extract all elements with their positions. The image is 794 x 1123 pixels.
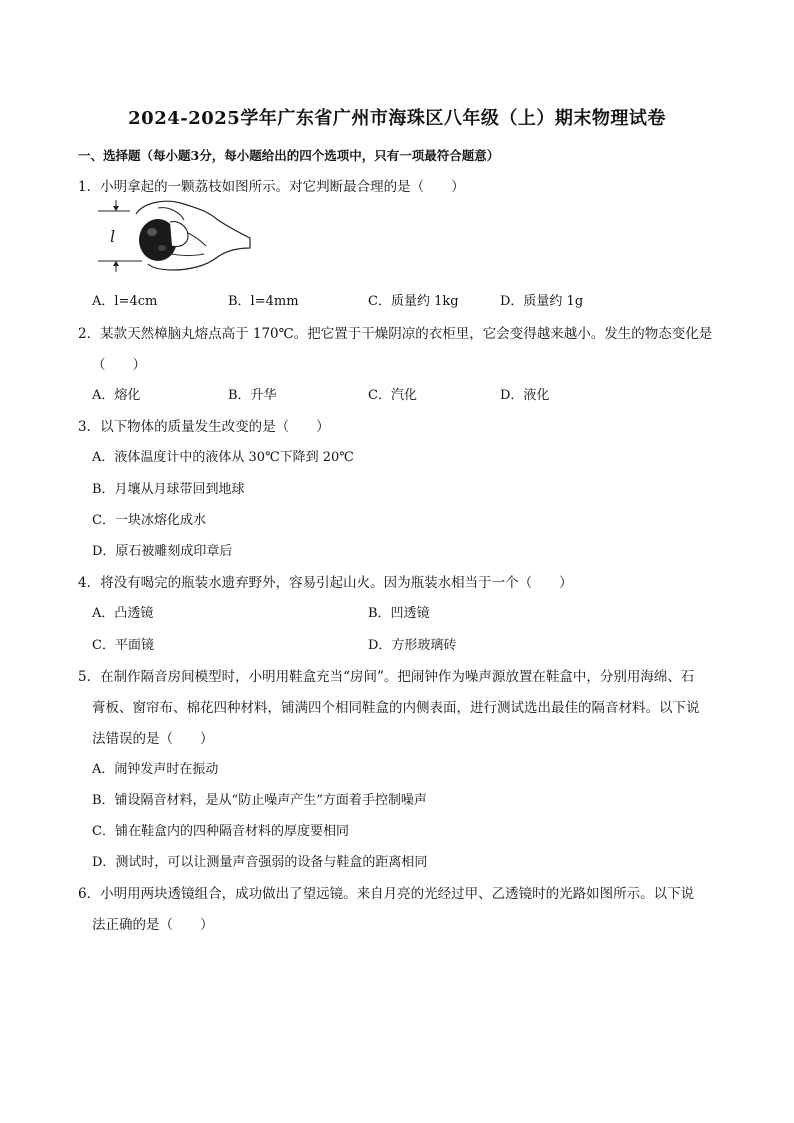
q2-option-a[interactable]: A．熔化 [92,388,141,403]
q1-option-b[interactable]: B．l=4mm [228,294,299,309]
length-label: l [110,227,116,246]
lychee-figure [96,198,256,280]
q3-option-c[interactable]: C．一块冰熔化成水 [92,513,206,528]
q4-option-a[interactable]: A．凸透镜 [92,606,154,621]
question-5-stem: 5．在制作隔音房间模型时，小明用鞋盒充当“房间”。把闹钟作为噪声源放置在鞋盒中，分别用海绵、石 [78,669,695,685]
section-heading: 一、选择题（每小题3分，每小题给出的四个选项中，只有一项最符合题意） [78,148,500,163]
question-5-stem-cont-1: 膏板、窗帘布、棉花四种材料，铺满四个相同鞋盒的内侧表面，进行测试选出最佳的隔音材料。以下说 [92,700,700,716]
question-3-stem: 3．以下物体的质量发生改变的是（ ） [78,419,330,435]
question-2-stem: 2．某款天然樟脑丸熔点高于 170℃。把它置于干燥阴凉的衣柜里，它会变得越来越小。发生的物态变化是 [78,326,713,342]
q5-option-d[interactable]: D．测试时，可以让测量声音强弱的设备与鞋盒的距离相同 [92,855,428,870]
question-2-stem-cont: （ ） [92,357,146,373]
q3-option-a[interactable]: A．液体温度计中的液体从 30℃下降到 20℃ [92,450,354,465]
q4-option-d[interactable]: D．方形玻璃砖 [368,638,457,653]
q2-option-d[interactable]: D．液化 [500,388,550,403]
question-6-stem-cont: 法正确的是（ ） [92,917,214,933]
question-6-stem: 6．小明用两块透镜组合，成功做出了望远镜。来自月亮的光经过甲、乙透镜时的光路如图所示。以下说 [78,886,695,902]
q5-option-b[interactable]: B．铺设隔音材料，是从“防止噪声产生”方面着手控制噪声 [92,793,427,808]
question-1-stem: 1．小明拿起的一颗荔枝如图所示。对它判断最合理的是（ ） [78,179,465,195]
q4-option-b[interactable]: B．凹透镜 [368,606,430,621]
q1-option-a[interactable]: A．l=4cm [92,294,158,309]
q2-option-b[interactable]: B．升华 [228,388,277,403]
q2-option-c[interactable]: C．汽化 [368,388,417,403]
q1-option-d[interactable]: D．质量约 1g [500,294,584,309]
q5-option-c[interactable]: C．铺在鞋盒内的四种隔音材料的厚度要相同 [92,824,349,839]
lychee-in-hand-image [96,198,256,276]
question-5-stem-cont-2: 法错误的是（ ） [92,731,214,747]
q5-option-a[interactable]: A．闹钟发声时在振动 [92,762,219,777]
page-title: 2024-2025学年广东省广州市海珠区八年级（上）期末物理试卷 [128,108,666,129]
q3-option-b[interactable]: B．月壤从月球带回到地球 [92,482,245,497]
question-4-stem: 4．将没有喝完的瓶装水遗弃野外，容易引起山火。因为瓶装水相当于一个（ ） [78,575,573,591]
q3-option-d[interactable]: D．原石被雕刻成印章后 [92,544,233,559]
q1-option-c[interactable]: C．质量约 1kg [368,294,459,309]
q4-option-c[interactable]: C．平面镜 [92,638,154,653]
